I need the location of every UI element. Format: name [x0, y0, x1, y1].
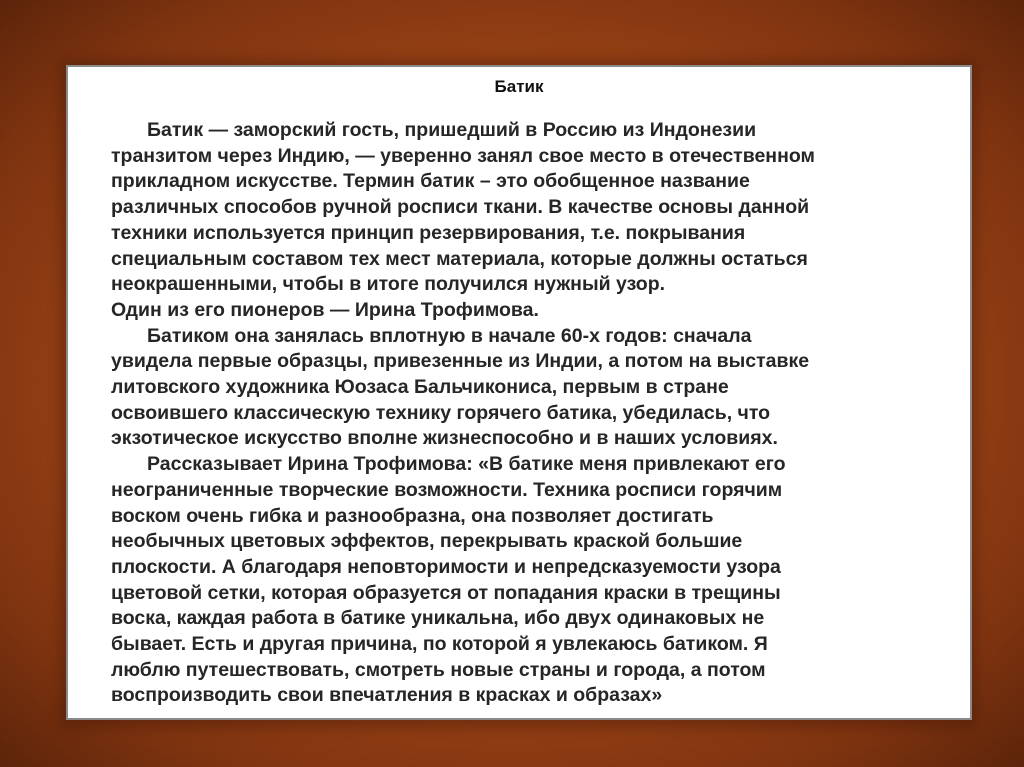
text-line: различных способов ручной росписи ткани. В качестве основы данной — [111, 196, 810, 219]
text-line: Батиком она занялась вплотную в начале 60-х годов: сначала — [147, 324, 752, 347]
slide-title: Батик — [494, 77, 544, 96]
text-line: воска, каждая работа в батике уникальна, ибо двух одинаковых не — [111, 607, 765, 630]
text-line: плоскости. А благодаря неповторимости и непредсказуемости узора — [111, 555, 781, 578]
text-line: специальным составом тех мест материала, которые должны остаться — [111, 247, 808, 270]
text-line: Рассказывает Ирина Трофимова: «В батике меня привлекают его — [147, 453, 786, 476]
slide-card — [66, 65, 972, 720]
text-line: техники используется принцип резервирования, т.е. покрывания — [111, 221, 746, 244]
text-line: неокрашенными, чтобы в итоге получился нужный узор. — [111, 273, 666, 296]
text-line: люблю путешествовать, смотреть новые страны и города, а потом — [111, 658, 766, 681]
text-line: экзотическое искусство вполне жизнеспособно и в наших условиях. — [111, 427, 778, 450]
text-line: цветовой сетки, которая образуется от попадания краски в трещины — [111, 581, 781, 604]
text-line: Батик — заморский гость, пришедший в Россию из Индонезии — [147, 119, 757, 141]
text-line: воспроизводить свои впечатления в красках и образах» — [111, 684, 663, 707]
text-line: необычных цветовых эффектов, перекрывать краской большие — [111, 530, 743, 553]
text-line: бывает. Есть и другая причина, по которой я увлекаюсь батиком. Я — [111, 633, 768, 656]
text-line: Один из его пионеров — Ирина Трофимова. — [111, 298, 539, 321]
text-line: неограниченные творческие возможности. Техника росписи горячим — [111, 478, 783, 501]
text-line: освоившего классическую технику горячего батика, убедилась, что — [111, 401, 771, 424]
text-line: увидела первые образцы, привезенные из Индии, а потом на выставке — [111, 350, 810, 373]
text-line: воском очень гибка и разнообразна, она позволяет достигать — [111, 504, 714, 527]
text-line: литовского художника Юозаса Бальчиконисa, первым в стране — [111, 376, 729, 399]
text-line: прикладном искусстве. Термин батик – это обобщенное название — [111, 170, 750, 193]
text-line: транзитом через Индию, — уверенно занял свое место в отечественном — [111, 144, 815, 167]
slide-body — [111, 118, 931, 709]
